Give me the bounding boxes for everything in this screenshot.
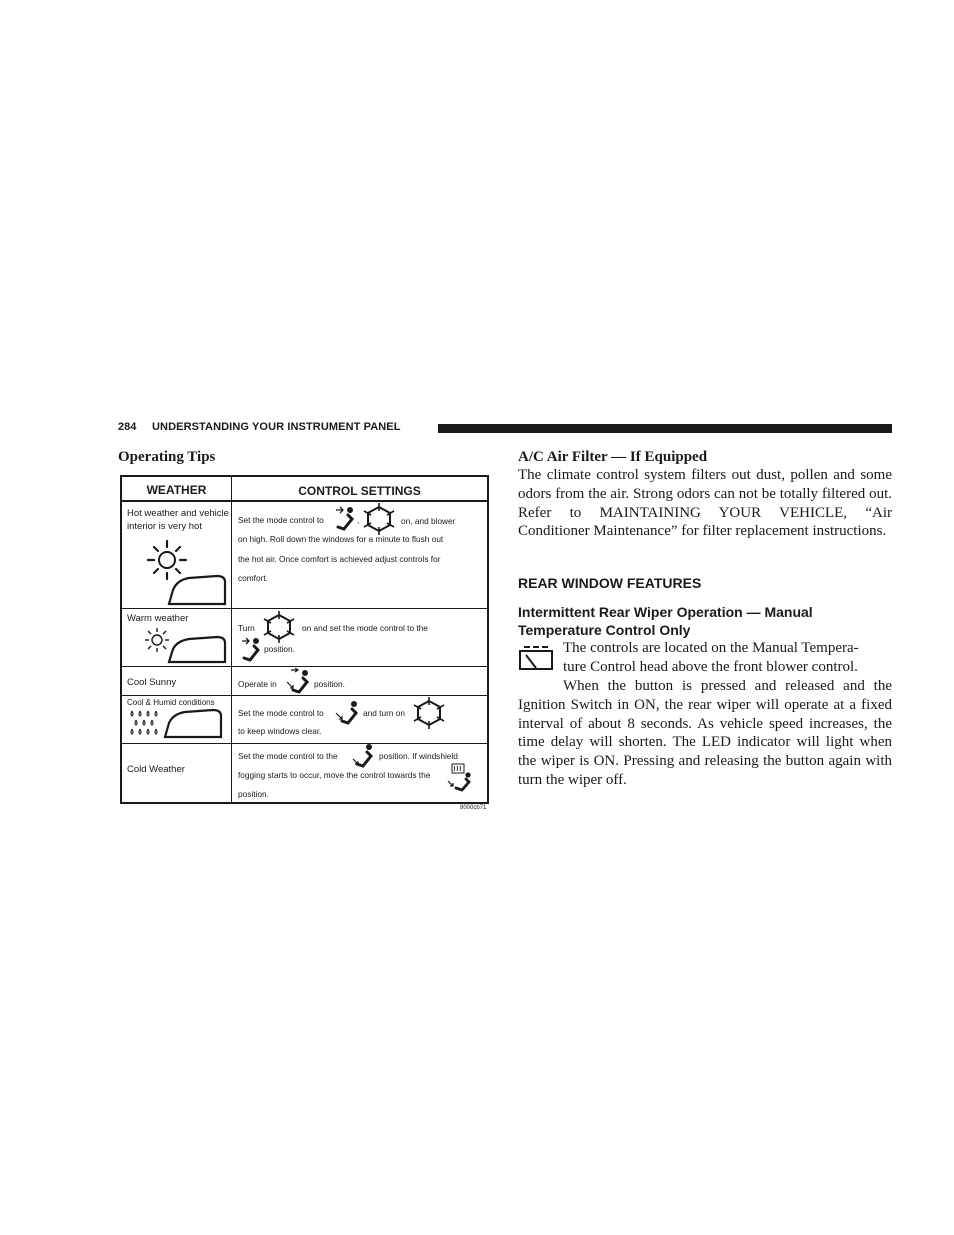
cold-control-text-3: position. [238, 789, 269, 799]
weather-cool-sunny: Cool Sunny [127, 677, 177, 688]
mode-mix-icon [334, 699, 360, 725]
rear-wiper-text-body: When the button is pressed and released and the Ignition Switch in ON, the rear wiper will operate at a fixed interval of about 8 seconds. As vehicle speed increases, the time delay will shorten. The LED indicator will light when the wiper is ON. Pressing and releasing the button again with turn the wiper off. [518, 678, 892, 788]
header-rule [438, 424, 892, 433]
mode-panel-icon [334, 505, 356, 531]
warm-control-text-1c: on and set the mode control to the [302, 623, 428, 633]
table-header-divider [122, 500, 487, 502]
section-title: UNDERSTANDING YOUR INSTRUMENT PANEL [152, 421, 401, 433]
snowflake-icon [412, 697, 446, 729]
table-row-divider [122, 608, 487, 609]
weather-cold: Cold Weather [127, 764, 185, 775]
hot-control-text-2: on high. Roll down the windows for a minute to flush out [238, 534, 444, 544]
weather-warm: Warm weather [127, 613, 189, 624]
page-number: 284 [118, 421, 137, 433]
control-settings-column-header: CONTROL SETTINGS [298, 484, 421, 498]
table-column-divider [231, 477, 232, 802]
humid-control-text-2: to keep windows clear. [238, 726, 322, 736]
cool-sunny-control-text-1c: position. [314, 679, 345, 689]
snowflake-icon [362, 503, 396, 535]
snowflake-icon [262, 611, 296, 643]
weather-hot: Hot weather and vehicle interior is very hot [127, 508, 229, 532]
car-icon [167, 634, 229, 664]
warm-control-text-2: position. [264, 644, 295, 654]
figure-code: 8000cb71 [460, 805, 487, 811]
mode-floor-icon [351, 743, 375, 769]
ac-filter-heading: A/C Air Filter — If Equipped [518, 449, 708, 465]
humid-control-text-1c: and turn on [363, 708, 405, 718]
cold-control-text-1c: position. If windshield [379, 751, 458, 761]
rain-drops-icon [128, 709, 164, 739]
rear-wiper-text-line-1: The controls are located on the Manual Tempera- [563, 640, 859, 656]
table-row-divider [122, 666, 487, 667]
weather-column-header: WEATHER [146, 483, 207, 497]
rear-wiper-heading: Intermittent Rear Wiper Operation — Manual Temperature Control Only [518, 604, 813, 638]
cool-sunny-control-text-1: Operate in [238, 679, 277, 689]
operating-tips-table [120, 475, 489, 804]
table-row-divider [122, 743, 487, 744]
page-header [118, 420, 892, 436]
warm-control-text-1: Turn [238, 623, 255, 633]
humid-control-text-1: Set the mode control to [238, 708, 324, 718]
table-row-divider [122, 695, 487, 696]
rear-wiper-text-line-2: ture Control head above the front blower control. [563, 659, 858, 675]
operating-tips-heading: Operating Tips [118, 449, 216, 465]
weather-cool-humid: Cool & Humid conditions [127, 698, 215, 707]
mode-mix-icon [285, 668, 311, 694]
ac-filter-body: The climate control system filters out dust, pollen and some odors from the air. Strong odors can not be totally filtered out. Refer to MAINTAINING YOUR VEHICLE, “Air Conditioner Maintenance” for filter replacement instructions. [518, 467, 892, 540]
defrost-icon [446, 763, 474, 793]
hot-control-text-1c: on, and blower [401, 516, 456, 526]
car-icon [167, 572, 229, 606]
hot-control-text-4: comfort. [238, 573, 268, 583]
rear-wiper-icon [518, 645, 554, 671]
hot-control-text-3: the hot air. Once comfort is achieved adjust controls for [238, 554, 441, 564]
hot-control-text-1: Set the mode control to [238, 515, 324, 525]
car-icon [163, 707, 225, 739]
cold-control-text-1: Set the mode control to the [238, 751, 338, 761]
mode-panel-icon [240, 636, 262, 662]
rear-window-features-heading: REAR WINDOW FEATURES [518, 575, 702, 591]
hot-control-comma: , [357, 515, 360, 525]
cold-control-text-2: fogging starts to occur, move the control towards the [238, 770, 431, 780]
